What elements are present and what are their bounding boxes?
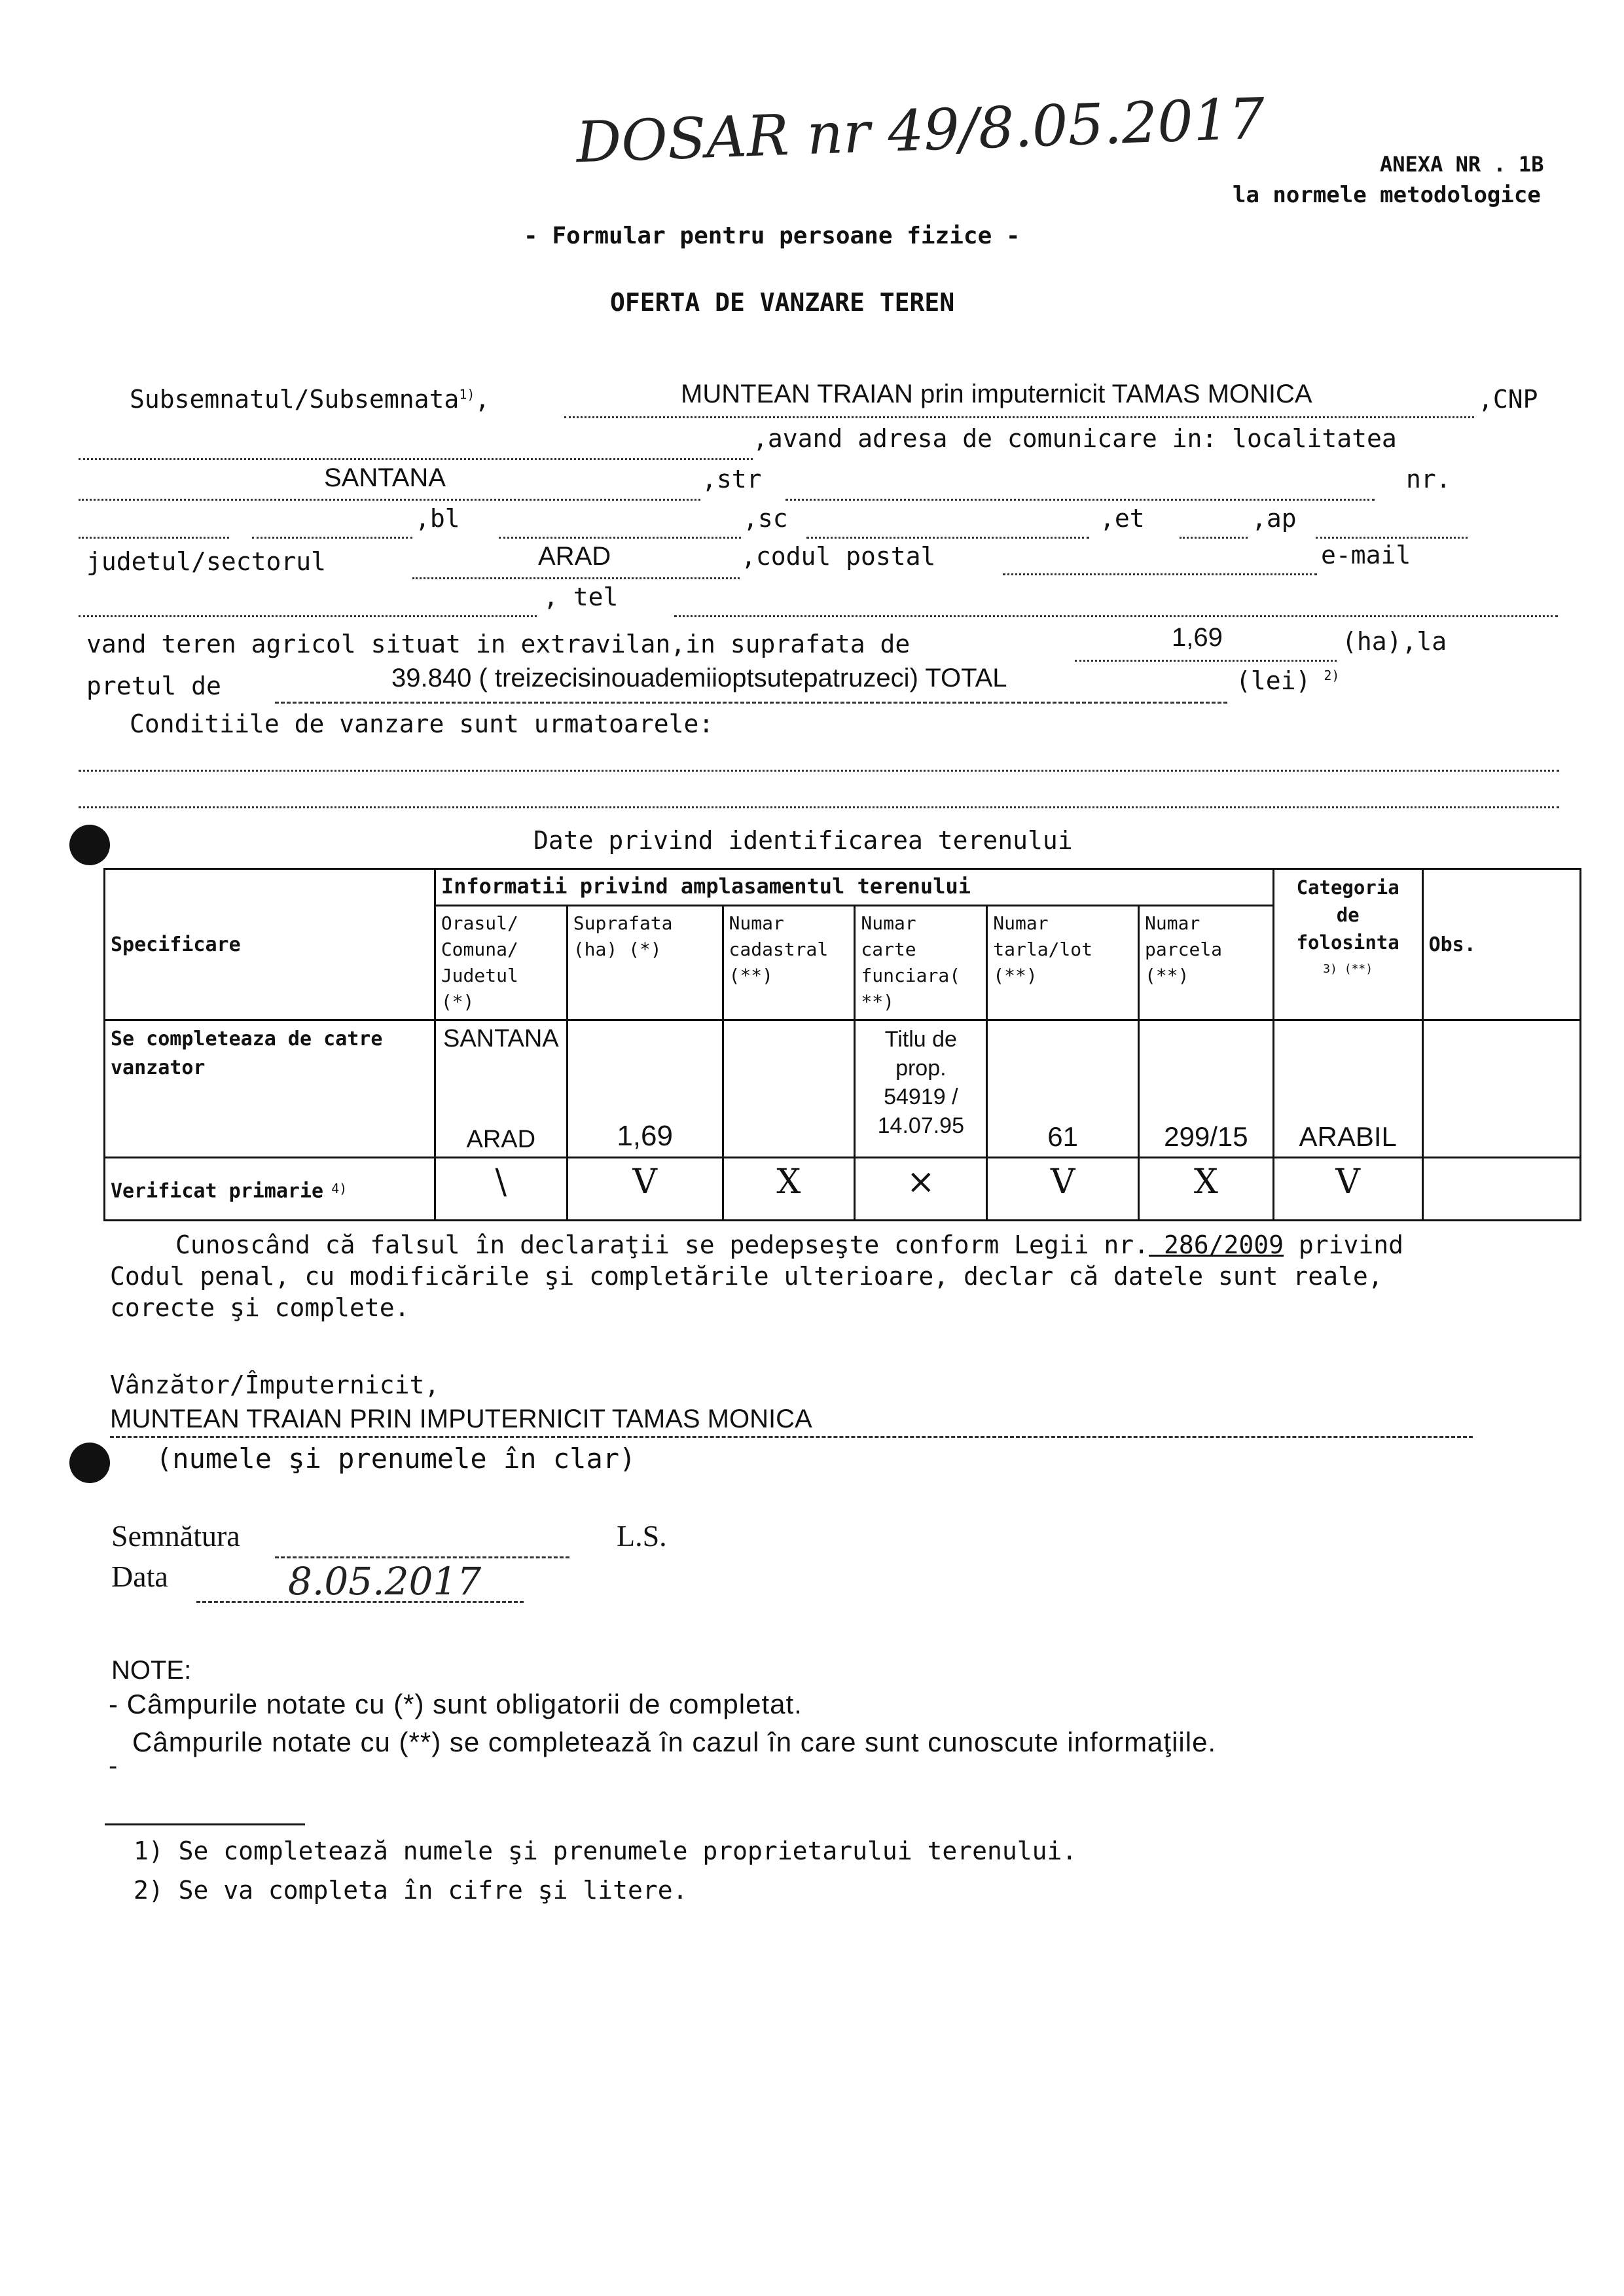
- address-label: ,avand adresa de comunicare in: localitatea: [753, 424, 1397, 453]
- name-field[interactable]: MUNTEAN TRAIAN prin imputernicit TAMAS MONICA: [681, 380, 1312, 408]
- header-tarla: Numar tarla/lot (**): [987, 906, 1139, 1020]
- cnp-label: ,CNP: [1478, 385, 1538, 414]
- cell-parcela[interactable]: 299/15: [1139, 1020, 1274, 1158]
- verify-mark-categoria[interactable]: V: [1273, 1158, 1422, 1221]
- verify-mark-cadastral[interactable]: X: [723, 1158, 855, 1221]
- handwritten-file-reference: DOSAR nr 49/8.05.2017: [575, 86, 1266, 176]
- street-label: ,str: [702, 465, 762, 493]
- postal-code-label: ,codul postal: [741, 542, 936, 571]
- verify-mark-tarla[interactable]: V: [987, 1158, 1139, 1221]
- apartment-label: ,ap: [1252, 504, 1297, 533]
- table-section-title: Date privind identificarea terenului: [533, 826, 1073, 855]
- annex-number: ANEXA NR . 1B: [1380, 152, 1544, 177]
- header-parcela: Numar parcela (**): [1139, 906, 1274, 1020]
- block-field-line: [499, 537, 741, 539]
- area-unit-label: (ha),la: [1342, 627, 1447, 656]
- hole-punch-mark: [69, 825, 110, 865]
- cnp-field-line: [79, 458, 753, 460]
- seller-role-label: Vânzător/Împuternicit,: [110, 1371, 440, 1399]
- stair-field-line: [806, 537, 1089, 539]
- locality-field[interactable]: SANTANA: [324, 463, 446, 492]
- seller-name-caption: (numele şi prenumele în clar): [156, 1443, 636, 1475]
- cell-carte-funciara[interactable]: Titlu de prop. 54919 / 14.07.95: [855, 1020, 987, 1158]
- hole-punch-mark-2: [69, 1443, 110, 1483]
- conditions-line-1: [79, 770, 1559, 772]
- county-field[interactable]: ARAD: [538, 542, 611, 571]
- email-label: e-mail: [1321, 541, 1411, 569]
- header-carte-funciara: Numar carte funciara( **): [855, 906, 987, 1020]
- seal-label: L.S.: [617, 1519, 667, 1552]
- row-seller-label: Se completeaza de catre vanzator: [105, 1020, 435, 1158]
- block-label: ,bl: [415, 504, 460, 533]
- table-row: [105, 1158, 1581, 1221]
- notes-title: NOTE:: [111, 1656, 192, 1685]
- locality-field-line: [79, 499, 700, 501]
- verify-mark-obs[interactable]: [1422, 1158, 1580, 1221]
- cell-tarla[interactable]: 61: [987, 1020, 1139, 1158]
- note-2: Câmpurile notate cu (**) se completează în cazul în care sunt cunoscute informaţiile.: [132, 1727, 1217, 1757]
- header-location-group: Informatii privind amplasamentul terenului: [435, 869, 1273, 906]
- name-field-line: [564, 416, 1474, 418]
- seller-name: MUNTEAN TRAIAN PRIN IMPUTERNICIT TAMAS MONICA: [110, 1405, 812, 1433]
- footnote-1: 1) Se completează numele şi prenumele proprietarului terenului.: [134, 1837, 1077, 1865]
- verify-mark-parcela[interactable]: X: [1139, 1158, 1274, 1221]
- number-field-line-2: [252, 537, 412, 539]
- footnote-2: 2) Se va completa în cifre şi litere.: [134, 1876, 688, 1905]
- header-obs: Obs.: [1422, 869, 1580, 1020]
- note-dash: -: [109, 1751, 118, 1780]
- header-orasul: Orasul/ Comuna/ Judetul (*): [435, 906, 567, 1020]
- table-row: [105, 1020, 1581, 1158]
- number-label: nr.: [1406, 465, 1451, 493]
- row-verified-label: Verificat primarie $^{4)}$: [105, 1158, 435, 1221]
- cell-suprafata[interactable]: 1,69: [567, 1020, 723, 1158]
- price-field-line: [275, 702, 1227, 704]
- number-field-line: [79, 537, 229, 539]
- date-field[interactable]: 8.05.2017: [288, 1559, 482, 1604]
- county-field-line: [412, 577, 740, 579]
- land-area-label: vand teren agricol situat in extravilan,in suprafata de: [86, 630, 911, 658]
- form-type: - Formular pentru persoane fizice -: [524, 223, 1020, 249]
- county-label: judetul/sectorul: [86, 547, 327, 576]
- verify-mark-orasul[interactable]: \: [435, 1158, 567, 1221]
- footnote-separator: [105, 1823, 305, 1825]
- header-specificare: Specificare: [105, 869, 435, 1020]
- floor-label: ,et: [1100, 504, 1145, 533]
- header-suprafata: Suprafata (ha) (*): [567, 906, 723, 1020]
- signature-line: [275, 1556, 569, 1558]
- note-1: - Câmpurile notate cu (*) sunt obligatorii de completat.: [109, 1689, 803, 1719]
- header-categoria: Categoria de folosinta 3) (**): [1273, 869, 1422, 1020]
- declaration-line-3: corecte şi complete.: [110, 1293, 410, 1322]
- conditions-label: Conditiile de vanzare sunt urmatoarele:: [130, 709, 714, 738]
- cell-categoria[interactable]: ARABIL: [1273, 1020, 1422, 1158]
- phone-field-line: [674, 615, 1558, 617]
- seller-name-line: [110, 1436, 1473, 1438]
- apartment-field-line: [1316, 537, 1468, 539]
- cell-obs[interactable]: [1422, 1020, 1580, 1158]
- page-title: OFERTA DE VANZARE TEREN: [610, 288, 955, 317]
- declaration-line-1: Cunoscând că falsul în declaraţii se pedepseşte conform Legii nr. 286/2009 privind: [175, 1230, 1404, 1259]
- floor-field-line: [1180, 537, 1248, 539]
- price-unit-label: (lei) $^{2)}$: [1236, 666, 1340, 695]
- conditions-line-2: [79, 806, 1559, 808]
- signature-label: Semnătura: [111, 1519, 240, 1552]
- email-field-line: [79, 615, 537, 617]
- cell-cadastral[interactable]: [723, 1020, 855, 1158]
- declaration-line-2: Codul penal, cu modificările şi completările ulterioare, declar că datele sunt reale,: [110, 1262, 1383, 1291]
- subsemnatul-label: Subsemnatul/Subsemnata$^{1)}$,: [130, 385, 490, 414]
- verify-mark-carte[interactable]: ×: [855, 1158, 987, 1221]
- land-identification-table: [103, 868, 1581, 1221]
- postal-code-field-line: [1003, 573, 1317, 575]
- phone-label: , tel: [543, 583, 619, 611]
- area-field-line: [1075, 660, 1337, 662]
- price-label: pretul de: [86, 672, 221, 700]
- cell-orasul[interactable]: SANTANA ARAD: [435, 1020, 567, 1158]
- verify-mark-suprafata[interactable]: V: [567, 1158, 723, 1221]
- annex-subtitle: la normele metodologice: [1233, 182, 1541, 208]
- date-label: Data: [111, 1560, 168, 1593]
- price-field[interactable]: 39.840 ( treizecisinouademiioptsutepatruzeci) TOTAL: [391, 664, 1007, 692]
- header-cadastral: Numar cadastral (**): [723, 906, 855, 1020]
- area-field[interactable]: 1,69: [1172, 623, 1223, 652]
- stair-label: ,sc: [743, 504, 788, 533]
- street-field-line: [785, 499, 1375, 501]
